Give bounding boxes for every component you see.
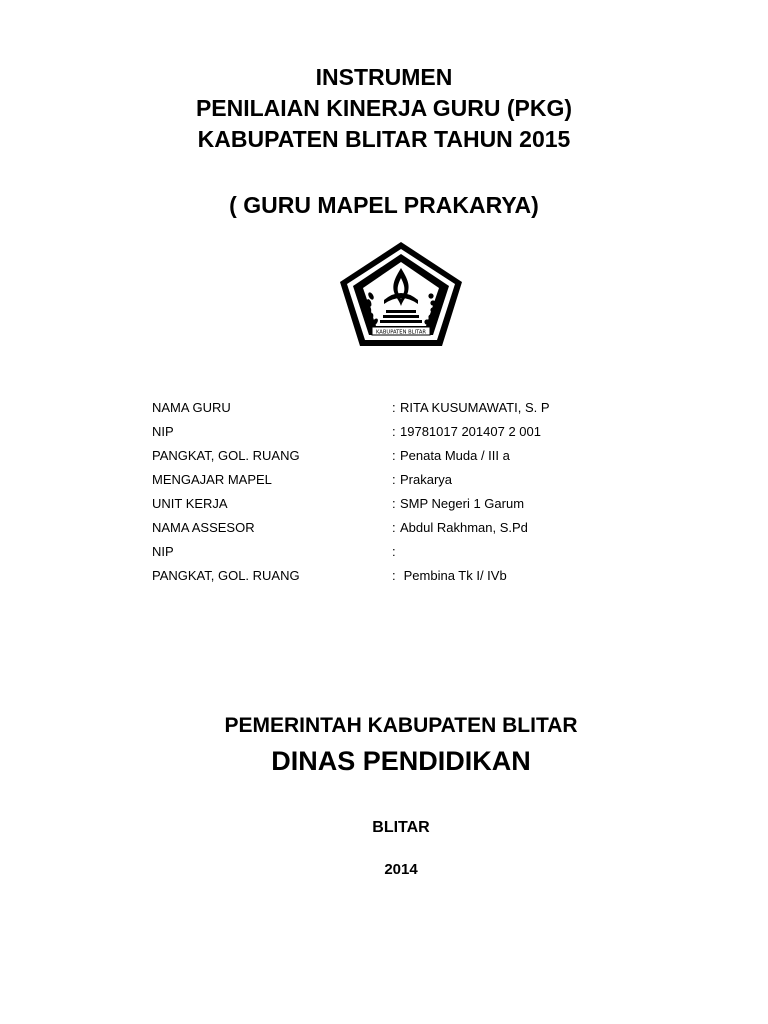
teacher-info-table <box>152 396 632 588</box>
info-value: RITA KUSUMAWATI, S. P <box>400 400 550 415</box>
year-label: 2014 <box>384 861 418 878</box>
info-label: NAMA GURU <box>152 400 231 415</box>
info-label: MENGAJAR MAPEL <box>152 472 272 487</box>
info-row <box>152 468 632 492</box>
department-heading: DINAS PENDIDIKAN <box>271 746 531 776</box>
title-line-kabupaten: KABUPATEN BLITAR TAHUN 2015 <box>197 126 571 152</box>
document-subtitle: ( GURU MAPEL PRAKARYA) <box>229 192 539 218</box>
info-value: Penata Muda / III a <box>400 448 510 463</box>
info-row <box>152 420 632 444</box>
info-label: NIP <box>152 544 174 559</box>
info-colon: : <box>392 424 396 439</box>
info-colon: : <box>392 472 396 487</box>
info-row <box>152 564 632 588</box>
info-row <box>152 516 632 540</box>
info-colon: : <box>392 568 396 583</box>
info-value: 19781017 201407 2 001 <box>400 424 541 439</box>
info-label: PANGKAT, GOL. RUANG <box>152 448 300 463</box>
info-row <box>152 540 632 564</box>
info-row <box>152 492 632 516</box>
info-label: PANGKAT, GOL. RUANG <box>152 568 300 583</box>
title-line-pkg: PENILAIAN KINERJA GURU (PKG) <box>195 95 573 121</box>
info-label: UNIT KERJA <box>152 496 228 511</box>
document-title <box>0 62 768 155</box>
info-value: Pembina Tk I/ IVb <box>400 568 507 583</box>
info-value: SMP Negeri 1 Garum <box>400 496 525 511</box>
info-colon: : <box>392 544 396 559</box>
info-label: NAMA ASSESOR <box>152 520 255 535</box>
title-line-instrumen: INSTRUMEN <box>315 64 453 90</box>
government-heading: PEMERINTAH KABUPATEN BLITAR <box>224 714 578 737</box>
info-colon: : <box>392 400 396 415</box>
info-colon: : <box>392 520 396 535</box>
info-row <box>152 396 632 420</box>
info-label: NIP <box>152 424 174 439</box>
info-colon: : <box>392 496 396 511</box>
info-row <box>152 444 632 468</box>
city-label: BLITAR <box>372 819 430 836</box>
info-colon: : <box>392 448 396 463</box>
info-value: Prakarya <box>400 472 453 487</box>
emblem-banner-text: KABUPATEN BLITAR <box>375 329 427 336</box>
kabupaten-blitar-emblem-icon <box>338 240 464 348</box>
info-value: Abdul Rakhman, S.Pd <box>400 520 528 535</box>
